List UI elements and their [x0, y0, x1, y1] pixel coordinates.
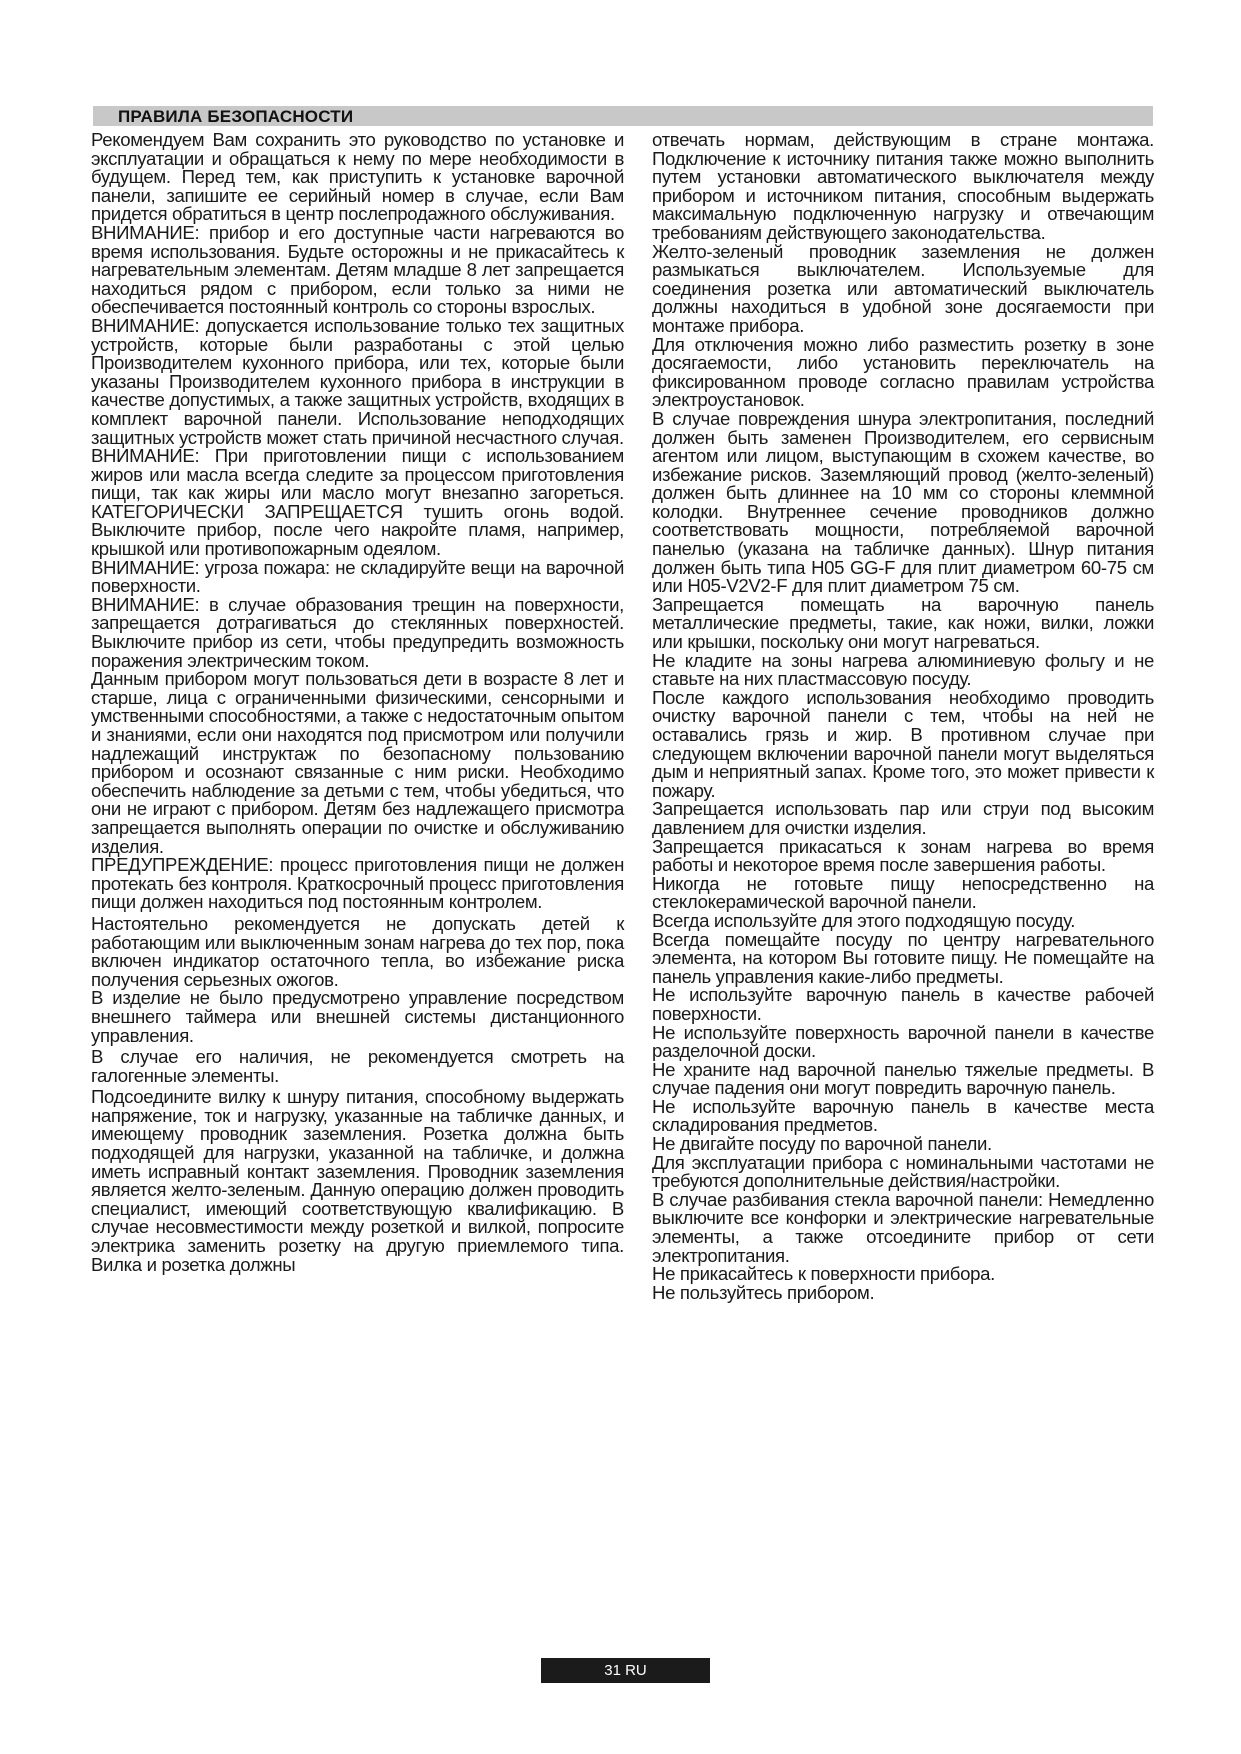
paragraph: ВНИМАНИЕ: допускается использование только тех защитных устройств, которые были разработаны с этой целью Производителем кухонного прибора, или тех, которые были указаны Производителем кухонного прибора в инструкции в качестве допустимых, а также защитных устройств, входящих в комплект варочной панели. Использование неподходящих защитных устройств может стать причиной несчастного случая. — [91, 314, 624, 448]
paragraph: В изделие не было предусмотрено управление посредством внешнего таймера или внешней системы дистанционного управления. — [91, 987, 624, 1046]
paragraph: Не храните над варочной панелью тяжелые предметы. В случае падения они могут повредить варочную панель. — [652, 1058, 1154, 1099]
paragraph: Не используйте поверхность варочной панели в качестве разделочной доски. — [652, 1021, 1154, 1062]
paragraph: Всегда используйте для этого подходящую посуду. — [652, 909, 1076, 931]
paragraph: Не двигайте посуду по варочной панели. — [652, 1133, 992, 1155]
paragraph: Запрещается помещать на варочную панель металлические предметы, такие, как ножи, вилки, ложки или крышки, поскольку они могут нагреваться. — [652, 593, 1154, 653]
paragraph: Не используйте варочную панель в качестве рабочей поверхности. — [652, 984, 1154, 1024]
paragraph: Подсоедините вилку к шнуру питания, способному выдержать напряжение, ток и нагрузку, указанные на табличке данных, и имеющему проводник заземления. Розетка должна быть подходящей для нагрузки, указанной на табличке, и должна иметь исправный контакт заземления. Проводник заземления является желто-зеленым. Данную операцию должен проводить специалист, имеющий соответствующую квалификацию. В случае несовместимости между розеткой и вилкой, попросите электрика заменить розетку на другую приемлемого типа. Вилка и розетка должны — [91, 1086, 624, 1275]
paragraph: Запрещается прикасаться к зонам нагрева во время работы и некоторое время после завершения работы. — [652, 835, 1154, 876]
paragraph: ВНИМАНИЕ: При приготовлении пищи с использованием жиров или масла всегда следите за процессом приготовления пищи, так как жиры или масло могут внезапно загореться. КАТЕГОРИЧЕСКИ ЗАПРЕЩАЕТСЯ тушить огонь водой. Выключите прибор, после чего накройте пламя, например, крышкой или противопожарным одеялом. — [91, 445, 624, 560]
paragraph: Для эксплуатации прибора с номинальными частотами не требуются дополнительные действия/настройки. — [652, 1151, 1154, 1192]
paragraph: ВНИМАНИЕ: угроза пожара: не складируйте вещи на варочной поверхности. — [91, 556, 624, 597]
paragraph: В случае повреждения шнура электропитания, последний должен быть заменен Производителем, его сервисным агентом или лицом, выступающим в схожем качестве, во избежание рисков. Заземляющий провод (желто-зеленый) должен быть длиннее на 10 мм со стороны клеммной колодки. Внутреннее сечение проводников должно соответствовать мощности, потребляемой варочной панелью (указана на табличке данных). Шнур питания должен быть типа H05 GG-F для плит диаметром 60-75 см или H05-V2V2-F для плит диаметром 75 см. — [652, 407, 1154, 597]
paragraph: Данным прибором могут пользоваться дети в возрасте 8 лет и старше, лица с ограниченными физическими, сенсорными и умственными способностями, а также с недостаточным опытом и знаниями, если они находятся под присмотром или получили надлежащий инструктаж по безопасному пользованию прибором и осознают связанные с ним риски. Необходимо обеспечить наблюдение за детьми с тем, чтобы убедиться, что они не играют с прибором. Детям без надлежащего присмотра запрещается выполнять операции по очистке и обслуживанию изделия. — [91, 668, 624, 857]
paragraph: Рекомендуем Вам сохранить это руководство по установке и эксплуатации и обращаться к нему по мере необходимости в будущем. Перед тем, как приступить к установке варочной панели, запишите ее серийный номер в случае, если Вам придется обратиться в центр послепродажного обслуживания. — [91, 129, 624, 225]
paragraph: Не используйте варочную панель в качестве места складирования предметов. — [652, 1095, 1154, 1136]
paragraph: Не пользуйтесь прибором. — [652, 1281, 875, 1303]
section-title: ПРАВИЛА БЕЗОПАСНОСТИ — [118, 107, 354, 126]
paragraph: После каждого использования необходимо проводить очистку варочной панели с тем, чтобы на ней не оставались грязь и жир. В противном случае при следующем включении варочной панели могут выделяться дым и неприятный запах. Кроме того, это может привести к пожару. — [652, 686, 1154, 801]
paragraph: Не кладите на зоны нагрева алюминиевую фольгу и не ставьте на них пластмассовую посуду. — [652, 649, 1154, 690]
paragraph: ВНИМАНИЕ: прибор и его доступные части нагреваются во время использования. Будьте осторожны и не прикасайтесь к нагревательным элементам. Детям младше 8 лет запрещается находиться рядом с прибором, если только за ними не обеспечивается постоянный контроль со стороны взрослых. — [91, 221, 624, 318]
page-number-badge: 31 RU — [541, 1658, 710, 1683]
paragraph: Никогда не готовьте пищу непосредственно на стеклокерамической варочной панели. — [652, 872, 1154, 913]
paragraph: В случае его наличия, не рекомендуется смотреть на галогенные элементы. — [91, 1046, 624, 1086]
paragraph: Для отключения можно либо разместить розетку в зоне досягаемости, либо установить переключатель на фиксированном проводе согласно правилам устройства электроустановок. — [652, 333, 1154, 411]
paragraph: отвечать нормам, действующим в стране монтажа. Подключение к источнику питания также можно выполнить путем установки автоматического выключателя между прибором и источником питания, способным выдержать максимальную подключенную нагрузку и отвечающим требованиям действующего законодательства. — [652, 129, 1154, 243]
paragraph: Настоятельно рекомендуется не допускать детей к работающим или выключенным зонам нагрева до тех пор, пока включен индикатор остаточного тепла, во избежание риска получения серьезных ожогов. — [91, 912, 624, 990]
paragraph: Не прикасайтесь к поверхности прибора. — [652, 1263, 995, 1285]
paragraph: В случае разбивания стекла варочной панели: Немедленно выключите все конфорки и электрические нагревательные элементы, а также отсоедините прибор от сети электропитания. — [652, 1188, 1154, 1266]
paragraph: Желто-зеленый проводник заземления не должен размыкаться выключателем. Используемые для соединения розетка или автоматический выключатель должны находиться в удобной зоне досягаемости при монтаже прибора. — [652, 240, 1154, 336]
right-column — [652, 131, 1154, 1302]
paragraph: Запрещается использовать пар или струи под высоким давлением для очистки изделия. — [652, 798, 1154, 838]
paragraph: ВНИМАНИЕ: в случае образования трещин на поверхности, запрещается дотрагиваться до стеклянных поверхностей. Выключите прибор из сети, чтобы предупредить возможность поражения электрическим током. — [91, 593, 624, 671]
paragraph: ПРЕДУПРЕЖДЕНИЕ: процесс приготовления пищи не должен протекать без контроля. Краткосрочный процесс приготовления пищи должен находиться под постоянным контролем. — [91, 854, 624, 913]
paragraph: Всегда помещайте посуду по центру нагревательного элемента, на котором Вы готовите пищу. Не помещайте на панель управления какие-либо предметы. — [652, 928, 1154, 987]
left-column — [91, 131, 624, 1274]
